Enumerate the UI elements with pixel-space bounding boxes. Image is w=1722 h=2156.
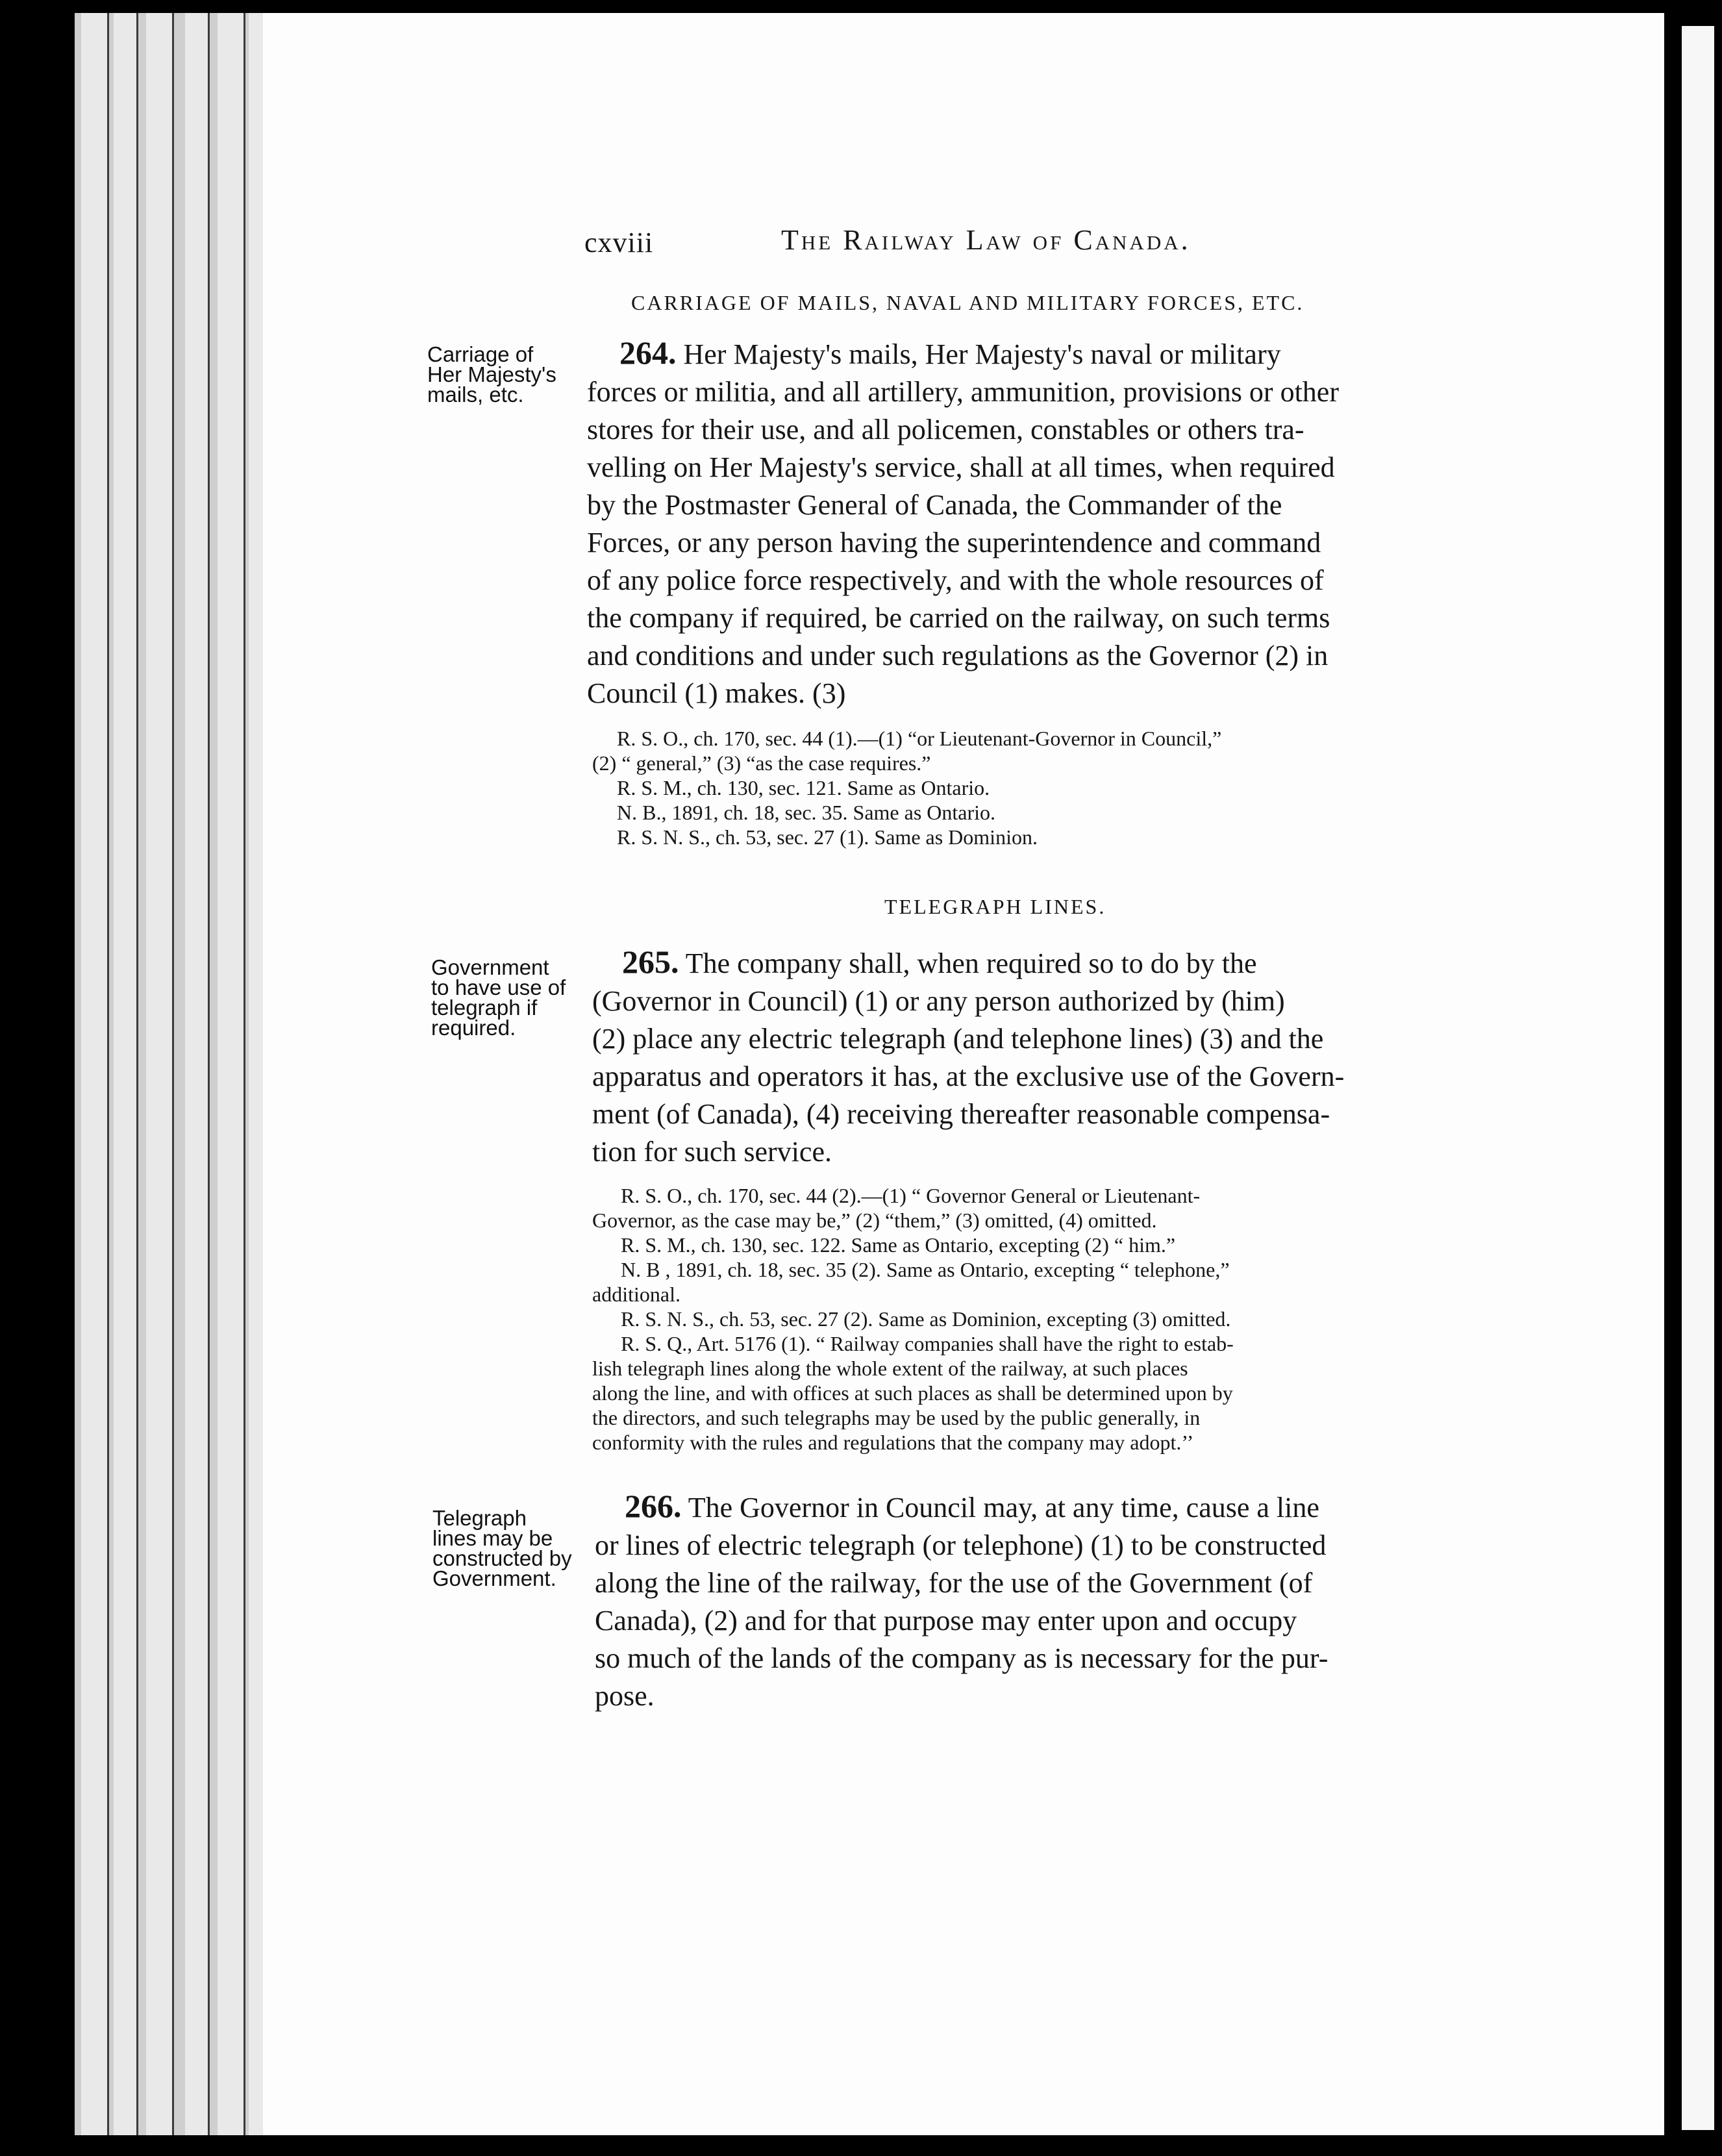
body-line: (Governor in Council) (1) or any person authorized by (him) [592, 985, 1285, 1017]
section-number: 266. [625, 1488, 682, 1524]
note-line: R. S. O., ch. 170, sec. 44 (2).—(1) “ Governor General or Lieutenant- [621, 1184, 1201, 1207]
sidenote-line: Her Majesty's [427, 362, 556, 386]
section-title-carriage-of-mails: CARRIAGE OF MAILS, NAVAL AND MILITARY FORCES, ETC. [631, 291, 1304, 314]
notes-265 [592, 1183, 1234, 1455]
body-line: Council (1) makes. (3) [587, 677, 846, 709]
note-line: additional. [592, 1283, 680, 1306]
sidenote-265 [431, 957, 566, 1038]
note-line: N. B., 1891, ch. 18, sec. 35. Same as Ontario. [617, 801, 996, 824]
note-line: R. S. N. S., ch. 53, sec. 27 (1). Same as Dominion. [617, 825, 1038, 849]
body-line: so much of the lands of the company as is necessary for the pur- [595, 1642, 1329, 1674]
page-number: cxviii [584, 227, 654, 258]
next-page-edge [1682, 26, 1714, 2130]
sidenote-line: Telegraph [432, 1506, 527, 1530]
sidenote-line: Government. [432, 1566, 556, 1590]
sidenote-line: to have use of [431, 975, 566, 999]
sidenote-line: Government [431, 955, 549, 979]
body-line: apparatus and operators it has, at the exclusive use of the Govern- [592, 1060, 1345, 1092]
sidenote-line: telegraph if [431, 996, 538, 1020]
note-line: R. S. Q., Art. 5176 (1). “ Railway companies shall have the right to estab- [621, 1332, 1234, 1355]
sidenote-line: constructed by [432, 1546, 572, 1570]
note-line: R. S. M., ch. 130, sec. 122. Same as Ontario, excepting (2) “ him.” [621, 1233, 1176, 1257]
body-line: velling on Her Majesty's service, shall at all times, when required [587, 451, 1335, 483]
body-line: by the Postmaster General of Canada, the Commander of the [587, 489, 1282, 521]
body-line: or lines of electric telegraph (or telephone) (1) to be constructed [595, 1529, 1327, 1561]
section-265 [592, 943, 1344, 1171]
body-line: of any police force respectively, and with the whole resources of [587, 564, 1324, 596]
sidenote-line: mails, etc. [427, 382, 524, 407]
body-line: Her Majesty's mails, Her Majesty's naval or military [683, 338, 1281, 370]
sidenote-line: required. [431, 1016, 516, 1040]
section-number: 264. [619, 334, 677, 371]
body-line: Forces, or any person having the superintendence and command [587, 527, 1321, 558]
body-line: forces or militia, and all artillery, ammunition, provisions or other [587, 376, 1339, 408]
note-line: conformity with the rules and regulations that the company may adopt.’’ [592, 1431, 1194, 1454]
sidenote-line: lines may be [432, 1526, 553, 1550]
body-line: pose. [595, 1680, 655, 1712]
body-line: stores for their use, and all policemen, constables or others tra- [587, 414, 1304, 445]
section-264 [587, 334, 1339, 712]
section-266 [595, 1487, 1328, 1715]
sidenote-264 [427, 344, 556, 405]
note-line: the directors, and such telegraphs may be used by the public generally, in [592, 1406, 1201, 1429]
note-line: N. B , 1891, ch. 18, sec. 35 (2). Same as Ontario, excepting “ telephone,” [621, 1258, 1230, 1281]
note-line: R. S. O., ch. 170, sec. 44 (1).—(1) “or Lieutenant-Governor in Council,” [617, 727, 1222, 750]
body-line: along the line of the railway, for the use of the Government (of [595, 1567, 1313, 1599]
running-title: The Railway Law of Canada. [781, 224, 1191, 256]
sidenote-266 [432, 1508, 572, 1588]
note-line: (2) “ general,” (3) “as the case requires.” [592, 751, 931, 775]
notes-264 [592, 726, 1221, 849]
note-line: R. S. N. S., ch. 53, sec. 27 (2). Same as Dominion, excepting (3) omitted. [621, 1307, 1231, 1331]
body-line: The company shall, when required so to do by the [685, 947, 1257, 979]
body-line: The Governor in Council may, at any time, cause a line [688, 1492, 1319, 1523]
note-line: Governor, as the case may be,” (2) “them,” (3) omitted, (4) omitted. [592, 1209, 1157, 1232]
book-page-edges [75, 13, 269, 2135]
body-line: (2) place any electric telegraph (and telephone lines) (3) and the [592, 1023, 1324, 1055]
section-number: 265. [622, 944, 679, 980]
body-line: Canada), (2) and for that purpose may enter upon and occupy [595, 1605, 1297, 1636]
note-line: along the line, and with offices at such places as shall be determined upon by [592, 1381, 1233, 1405]
note-line: R. S. M., ch. 130, sec. 121. Same as Ontario. [617, 776, 990, 799]
body-line: ment (of Canada), (4) receiving thereafter reasonable compensa- [592, 1098, 1330, 1130]
body-line: and conditions and under such regulations as the Governor (2) in [587, 640, 1329, 671]
sidenote-line: Carriage of [427, 342, 534, 366]
body-line: the company if required, be carried on the railway, on such terms [587, 602, 1330, 634]
section-title-telegraph-lines: TELEGRAPH LINES. [884, 895, 1106, 918]
note-line: lish telegraph lines along the whole extent of the railway, at such places [592, 1357, 1188, 1380]
body-line: tion for such service. [592, 1136, 832, 1168]
